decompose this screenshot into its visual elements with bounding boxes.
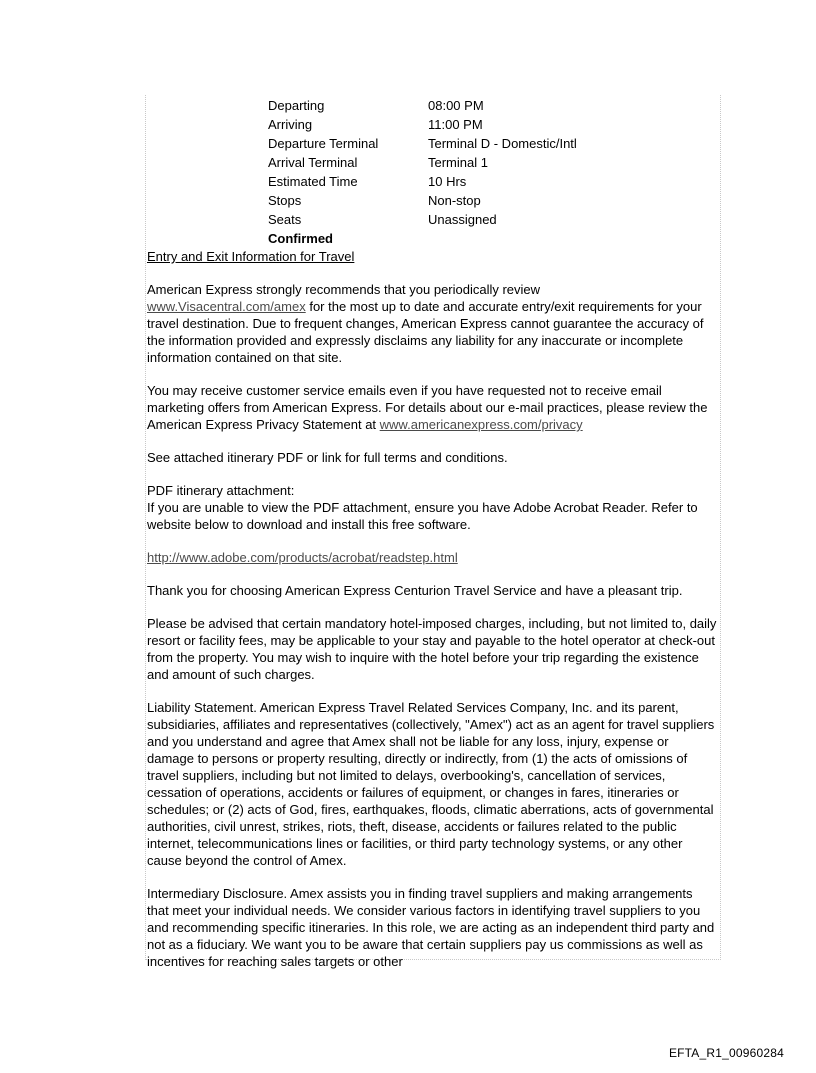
pdf-title: PDF itinerary attachment: xyxy=(147,483,295,498)
flight-value: 11:00 PM xyxy=(428,117,483,132)
pdf-text: If you are unable to view the PDF attachment, ensure you have Adobe Acrobat Reader. Refer to website below to download and install this free software. xyxy=(147,500,698,532)
privacy-text: You may receive customer service emails even if you have requested not to receive email marketing offers from American Express. For details about our e-mail practices, please review the American Express Privacy Statement at xyxy=(147,383,708,432)
flight-row-arrival-terminal xyxy=(268,153,577,172)
thanks-paragraph: Thank you for choosing American Express Centurion Travel Service and have a pleasant trip. xyxy=(147,583,683,598)
flight-label: Estimated Time xyxy=(268,174,358,189)
flight-label: Arriving xyxy=(268,117,313,132)
entry-exit-heading: Entry and Exit Information for Travel xyxy=(147,249,355,264)
flight-row-departure-terminal xyxy=(268,134,577,153)
privacy-paragraph xyxy=(147,382,717,433)
flight-row-departing xyxy=(268,96,577,115)
liability-paragraph: Liability Statement. American Express Travel Related Services Company, Inc. and its parent, subsidiaries, affiliates and representatives (collectively, "Amex") act as an agent for travel suppliers and you understand and agree that Amex shall not be liable for any loss, injury, expense or damage to persons or property resulting, directly or indirectly, from (1) the acts of omissions of travel suppliers, including but not limited to delays, overbooking's, cancellation of services, cessation of operations, accidents or failures of equipment, or changes in fares, itineraries or schedules; or (2) acts of God, fires, earthquakes, floods, climatic aberrations, acts of governmental authorities, civil unrest, strikes, riots, theft, disease, accidents or failures related to the public internet, telecommunications lines or facilities, or third party technology systems, or any other cause beyond the control of Amex. xyxy=(147,700,715,868)
intermediary-paragraph: Intermediary Disclosure. Amex assists you in finding travel suppliers and making arrangements that meet your individual needs. We consider various factors in identifying travel suppliers to you and recommending specific itineraries. In this role, we are acting as an independent third party and not as a fiduciary. We want you to be aware that certain suppliers pay us commissions as well as incentives for reaching sales targets or other xyxy=(147,886,715,969)
flight-label: Departing xyxy=(268,98,325,113)
flight-label: Departure Terminal xyxy=(268,136,379,151)
flight-row-stops xyxy=(268,191,577,210)
attached-note: See attached itinerary PDF or link for full terms and conditions. xyxy=(147,450,508,465)
flight-row-arriving xyxy=(268,115,577,134)
adobe-link[interactable]: http://www.adobe.com/products/acrobat/readstep.html xyxy=(147,550,458,565)
flight-value: Unassigned xyxy=(428,212,497,227)
flight-label: Stops xyxy=(268,193,302,208)
flight-value: 08:00 PM xyxy=(428,98,484,113)
flight-row-estimated-time xyxy=(268,172,577,191)
flight-value: Non-stop xyxy=(428,193,481,208)
entry-exit-paragraph xyxy=(147,281,717,366)
entry-rest-text: for the most up to date and accurate entry/exit requirements for your travel destination. Due to frequent changes, American Express cannot guarantee the accuracy of the information provided and expressly disclaims any liability for any inaccurate or incomplete information contained on that site. xyxy=(147,299,704,365)
flight-label: Seats xyxy=(268,212,302,227)
email-body xyxy=(147,248,717,970)
flight-label: Arrival Terminal xyxy=(268,155,358,170)
visacentral-link[interactable]: www.Visacentral.com/amex xyxy=(147,299,306,314)
flight-details xyxy=(268,96,577,229)
document-id: EFTA_R1_00960284 xyxy=(668,1046,784,1060)
privacy-link[interactable]: www.americanexpress.com/privacy xyxy=(379,417,583,432)
flight-row-seats xyxy=(268,210,577,229)
booking-status: Confirmed xyxy=(268,231,333,246)
flight-value: Terminal D - Domestic/Intl xyxy=(428,136,577,151)
flight-value: 10 Hrs xyxy=(428,174,467,189)
hotel-charges-paragraph: Please be advised that certain mandatory hotel-imposed charges, including, but not limited to, daily resort or facility fees, may be applicable to your stay and payable to the hotel operator at check-out from the property. You may wish to inquire with the hotel before your trip regarding the existence and amount of such charges. xyxy=(147,616,717,682)
entry-lead-text: American Express strongly recommends that you periodically review xyxy=(147,282,541,297)
flight-value: Terminal 1 xyxy=(428,155,488,170)
